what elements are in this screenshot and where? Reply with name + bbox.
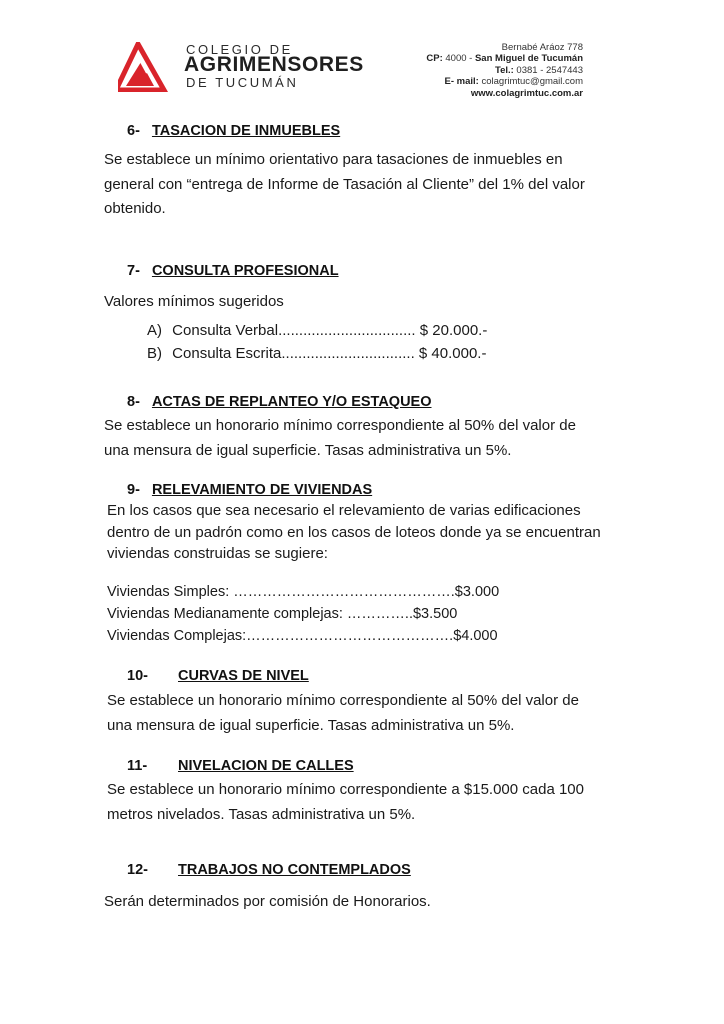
section-title: CONSULTA PROFESIONAL <box>151 263 339 279</box>
section-11-heading <box>127 758 354 774</box>
section-number: 7- <box>127 263 140 279</box>
postal-line: CP: 4000 - San Miguel de Tucumán <box>426 53 583 65</box>
text-line: general con “entrega de Informe de Tasación al Cliente” del 1% del valor <box>104 175 585 193</box>
section-8-body <box>104 414 576 463</box>
section-11-body <box>107 778 584 827</box>
list-marker: B) <box>147 345 162 362</box>
website: www.colagrimtuc.com.ar <box>470 87 583 99</box>
section-12-heading <box>127 862 411 878</box>
logo-text-line1: COLEGIO DE <box>186 42 293 57</box>
section-title: RELEVAMIENTO DE VIVIENDAS <box>151 482 373 498</box>
section-7-heading <box>127 263 339 279</box>
text-line: En los casos que sea necesario el relevamiento de varias edificaciones <box>107 502 581 519</box>
price-row: Viviendas Simples: ……………………………………….$3.000 <box>107 584 500 600</box>
section-10-body <box>107 689 579 738</box>
text-line: Se establece un honorario mínimo correspondiente al 50% del valor de <box>104 417 576 434</box>
section-8-heading <box>127 394 432 410</box>
section-title: TASACION DE INMUEBLES <box>151 123 341 139</box>
text-line: una mensura de igual superficie. Tasas administrativa un 5%. <box>104 441 512 459</box>
section-6-body <box>104 148 585 222</box>
section-12-body <box>104 890 431 915</box>
text-line: metros nivelados. Tasas administrativa un 5%. <box>107 805 416 823</box>
section-9-body <box>107 500 629 565</box>
text-line: Serán determinados por comisión de Honorarios. <box>104 893 431 910</box>
list-item-text: Consulta Verbal................................. $ 20.000.- <box>172 322 488 339</box>
text-line: viviendas construidas se sugiere: <box>107 545 328 562</box>
section-title: NIVELACION DE CALLES <box>178 758 354 774</box>
address: Bernabé Aráoz 778 <box>501 42 583 53</box>
list-marker: A) <box>147 322 162 339</box>
section-7-intro: Valores mínimos sugeridos <box>104 293 284 310</box>
price-row: Viviendas Medianamente complejas: …………..$3.500 <box>107 606 458 622</box>
section-number: 12- <box>127 862 148 878</box>
list-item <box>147 342 486 367</box>
logo-text-line2: AGRIMENSORES <box>184 53 364 76</box>
phone-line: Tel.: 0381 - 2547443 <box>494 64 583 76</box>
section-title: CURVAS DE NIVEL <box>178 668 309 684</box>
section-number: 9- <box>127 482 140 498</box>
text-line: dentro de un padrón como en los casos de loteos donde ya se encuentran <box>107 523 601 541</box>
list-item-text: Consulta Escrita................................ $ 40.000.- <box>172 345 487 362</box>
logo-icon <box>118 42 178 92</box>
section-number: 10- <box>127 668 148 684</box>
email-line: E- mail: colagrimtuc@gmail.com <box>444 76 583 88</box>
text-line: una mensura de igual superficie. Tasas administrativa un 5%. <box>107 716 515 734</box>
text-line: Se establece un honorario mínimo correspondiente al 50% del valor de <box>107 692 579 709</box>
section-6-heading <box>127 123 340 139</box>
price-row: Viviendas Complejas:…………………………………….$4.000 <box>107 628 498 644</box>
section-title: TRABAJOS NO CONTEMPLADOS <box>178 862 411 878</box>
logo-text-line3: DE TUCUMÁN <box>186 75 299 90</box>
section-number: 8- <box>127 394 140 410</box>
list-item <box>147 319 487 344</box>
text-line: Se establece un mínimo orientativo para tasaciones de inmuebles en <box>104 151 563 168</box>
section-number: 11- <box>127 758 148 774</box>
contact-block <box>426 42 583 99</box>
section-title: ACTAS DE REPLANTEO Y/O ESTAQUEO <box>151 394 432 410</box>
text-line: Se establece un honorario mínimo correspondiente a $15.000 cada 100 <box>107 781 584 798</box>
section-9-heading <box>127 482 372 498</box>
section-number: 6- <box>127 123 140 139</box>
section-10-heading <box>127 668 309 684</box>
text-line: obtenido. <box>104 200 166 217</box>
